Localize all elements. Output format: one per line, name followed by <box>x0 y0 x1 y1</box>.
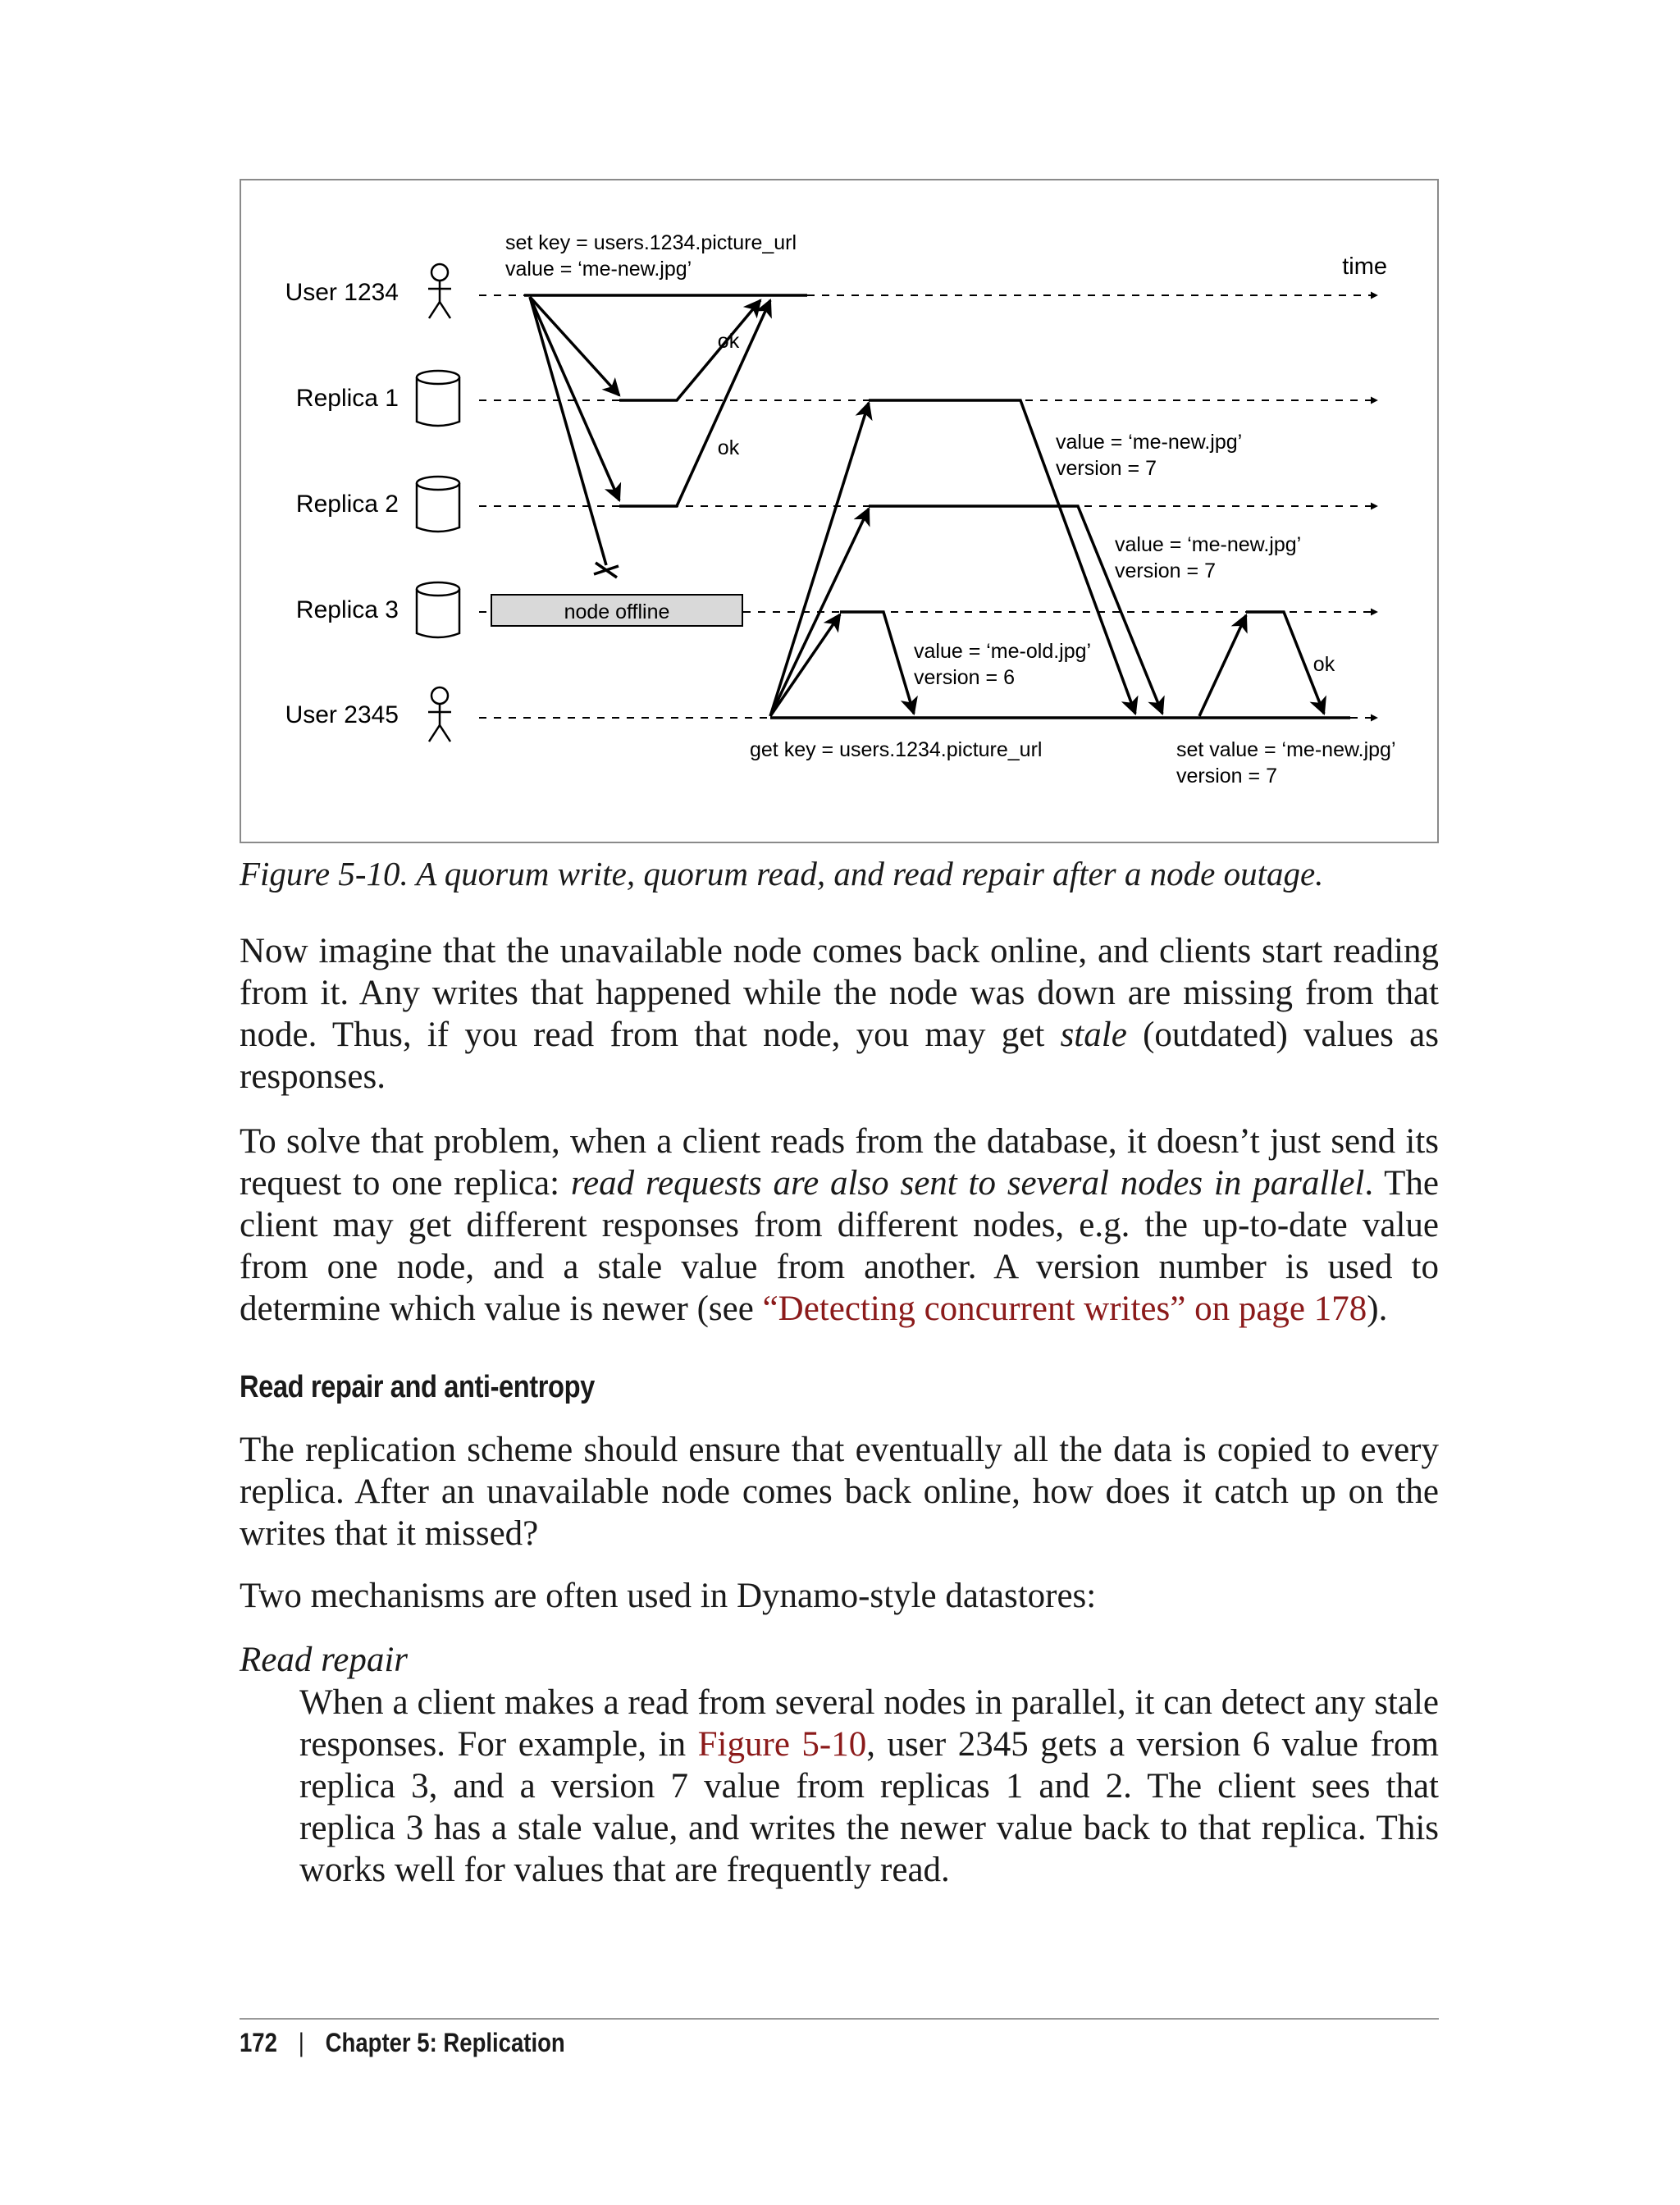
repair-request-version: version = 7 <box>1176 765 1277 788</box>
quorum-diagram <box>241 180 1440 845</box>
term-read-repair: Read repair <box>240 1641 409 1679</box>
replica1-response-version: version = 7 <box>1056 457 1157 480</box>
ok-label: ok <box>1312 653 1335 676</box>
figure-5-10 <box>240 179 1439 843</box>
paragraph-stale-values: Now imagine that the unavailable node comes back online, and clients start reading from it. Any writes that happened while the node was down are missing from that node. Thus, if you read from that node, you may get stale (outdated) values as responses. <box>240 932 1440 1096</box>
node-offline-label: node offline <box>564 600 670 623</box>
page-number: 172 <box>240 2028 277 2057</box>
repair-request-value: set value = ‘me-new.jpg’ <box>1176 738 1396 761</box>
user-icon <box>428 264 451 318</box>
write-request-value: value = ‘me-new.jpg’ <box>505 258 692 281</box>
row-label-user1234: User 1234 <box>285 279 399 306</box>
replica3-response-value: value = ‘me-old.jpg’ <box>914 640 1092 663</box>
page-footer <box>240 2028 565 2058</box>
cross-reference-link[interactable]: “Detecting concurrent writes” on page 178 <box>762 1290 1367 1328</box>
database-icon <box>417 582 459 637</box>
row-label-replica1: Replica 1 <box>295 385 399 412</box>
database-icon <box>417 477 459 532</box>
read-repair-arrows <box>1199 612 1324 716</box>
replica2-response-value: value = ‘me-new.jpg’ <box>1115 533 1302 556</box>
database-icon <box>417 371 459 426</box>
section-heading: Read repair and anti-entropy <box>240 1370 595 1404</box>
footer-separator: | <box>298 2028 304 2057</box>
replica1-response-value: value = ‘me-new.jpg’ <box>1056 431 1243 454</box>
replica3-response-version: version = 6 <box>914 666 1015 689</box>
ok-label: ok <box>717 436 740 459</box>
footer-divider <box>240 2018 1439 2020</box>
read-request-label: get key = users.1234.picture_url <box>750 738 1043 761</box>
read-arrows <box>770 403 869 716</box>
figure-reference-link[interactable]: Figure 5-10 <box>697 1725 867 1764</box>
row-label-replica3: Replica 3 <box>295 596 399 623</box>
paragraph-parallel-reads: To solve that problem, when a client reads from the database, it doesn’t just send its request to one replica: read requests are also sent to several nodes in parallel. The client may get different responses from different nodes, e.g. the up-to-date value from one node, and a stale value from another. A version number is used to determine which value is newer (see “Detecting concurrent writes” on page 178). <box>240 1122 1439 1328</box>
time-label: time <box>1342 253 1387 280</box>
definition-read-repair: When a client makes a read from several nodes in parallel, it can detect any stale responses. For example, in Figure 5-10, user 2345 gets a version 6 value from replica 3, and a version 7 value from replicas 1 and 2. The client sees that replica 3 has a stale value, and writes the newer value back to that replica. This works well for values that are frequently read. <box>299 1683 1440 1889</box>
user-icon <box>428 687 451 742</box>
row-label-replica2: Replica 2 <box>295 491 399 518</box>
figure-caption: Figure 5-10. A quorum write, quorum read, and read repair after a node outage. <box>240 855 1324 892</box>
ok-label: ok <box>717 330 740 353</box>
paragraph-replication-scheme: The replication scheme should ensure that eventually all the data is copied to every replica. After an unavailable node comes back online, how does it catch up on the writes that it missed? <box>240 1431 1439 1553</box>
replica2-response-version: version = 7 <box>1115 559 1216 582</box>
paragraph-mechanisms: Two mechanisms are often used in Dynamo-style datastores: <box>240 1577 1097 1615</box>
chapter-title: Chapter 5: Replication <box>325 2028 565 2057</box>
write-request-key: set key = users.1234.picture_url <box>505 231 797 254</box>
row-label-user2345: User 2345 <box>285 701 399 728</box>
